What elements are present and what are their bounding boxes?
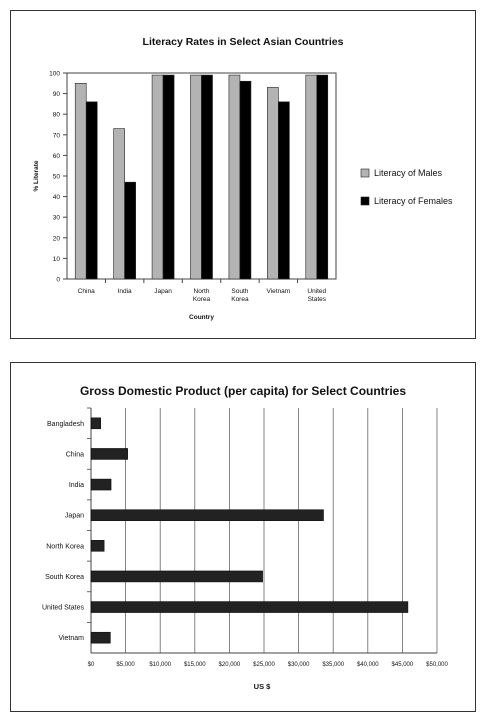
x-tick-label: $15,000 (183, 662, 206, 668)
x-tick-label: Korea (192, 296, 211, 303)
bar-gdp (91, 418, 101, 429)
bar-males (267, 87, 278, 279)
bar-males (229, 75, 240, 279)
y-tick-label: 80 (52, 111, 60, 119)
bar-males (152, 75, 163, 279)
bar-females (125, 182, 136, 279)
y-tick-label: 100 (49, 70, 60, 78)
x-tick-label: United (307, 288, 327, 295)
bar-males (114, 129, 125, 279)
y-tick-label: Japan (64, 512, 84, 520)
y-tick-label: Vietnam (58, 635, 84, 643)
y-tick-label: 50 (52, 173, 60, 181)
x-tick-label: $20,000 (218, 662, 241, 668)
y-tick-label: North Korea (46, 543, 84, 551)
x-axis-label: Country (189, 314, 214, 321)
x-tick-label: $0 (87, 662, 95, 668)
x-tick-label: $30,000 (287, 662, 310, 668)
chart-title: Literacy Rates in Select Asian Countries (142, 36, 344, 48)
y-tick-label: 90 (52, 91, 60, 99)
legend-swatch (361, 169, 369, 177)
x-tick-label: India (117, 288, 132, 295)
y-tick-label: United States (41, 604, 84, 612)
y-tick-label: 70 (52, 132, 60, 140)
y-tick-label: India (68, 482, 84, 490)
x-tick-label: Korea (231, 296, 249, 303)
x-axis-label: US $ (253, 682, 271, 691)
x-tick-label: $40,000 (356, 662, 379, 668)
bar-gdp (91, 479, 111, 490)
bar-gdp (91, 540, 104, 551)
y-tick-label: 20 (52, 235, 60, 243)
bar-gdp (91, 448, 128, 459)
bar-females (317, 75, 328, 279)
y-tick-label: 40 (52, 194, 60, 202)
bar-males (75, 83, 86, 279)
x-tick-label: $50,000 (426, 662, 448, 668)
x-tick-label: $25,000 (253, 662, 275, 668)
bar-females (240, 81, 251, 279)
bar-gdp (91, 602, 408, 613)
bar-gdp (91, 632, 110, 643)
legend-label: Literacy of Females (374, 196, 453, 206)
chart-title: Gross Domestic Product (per capita) for Select Countries (79, 384, 407, 398)
bar-males (191, 75, 202, 279)
y-tick-label: 30 (52, 214, 60, 222)
x-tick-label: South (231, 288, 249, 295)
y-tick-label: 0 (56, 276, 60, 284)
x-tick-label: China (77, 288, 95, 295)
x-tick-label: $35,000 (322, 662, 345, 668)
bar-females (86, 102, 97, 279)
bar-females (163, 75, 174, 279)
literacy-chart-panel (10, 10, 476, 339)
legend-label: Literacy of Males (374, 168, 443, 178)
x-tick-label: $10,000 (149, 662, 172, 668)
bar-gdp (91, 571, 263, 582)
bar-females (202, 75, 213, 279)
y-tick-label: China (65, 451, 84, 459)
gdp-chart (11, 363, 475, 711)
literacy-chart (11, 11, 475, 338)
x-tick-label: North (193, 288, 210, 295)
x-tick-label: Japan (154, 288, 172, 295)
y-axis-label: % Literate (33, 160, 40, 192)
bar-gdp (91, 510, 324, 521)
gdp-chart-panel (10, 362, 476, 712)
legend-swatch (361, 197, 369, 205)
bar-males (306, 75, 317, 279)
x-tick-label: $5,000 (116, 662, 135, 668)
x-tick-label: Vietnam (266, 288, 291, 295)
y-tick-label: 10 (52, 255, 60, 263)
y-tick-label: 60 (52, 152, 60, 160)
y-tick-label: Bangladesh (47, 420, 84, 428)
bar-females (278, 102, 289, 279)
x-tick-label: $45,000 (391, 662, 414, 668)
x-tick-label: States (307, 296, 327, 303)
y-tick-label: South Korea (45, 573, 84, 581)
